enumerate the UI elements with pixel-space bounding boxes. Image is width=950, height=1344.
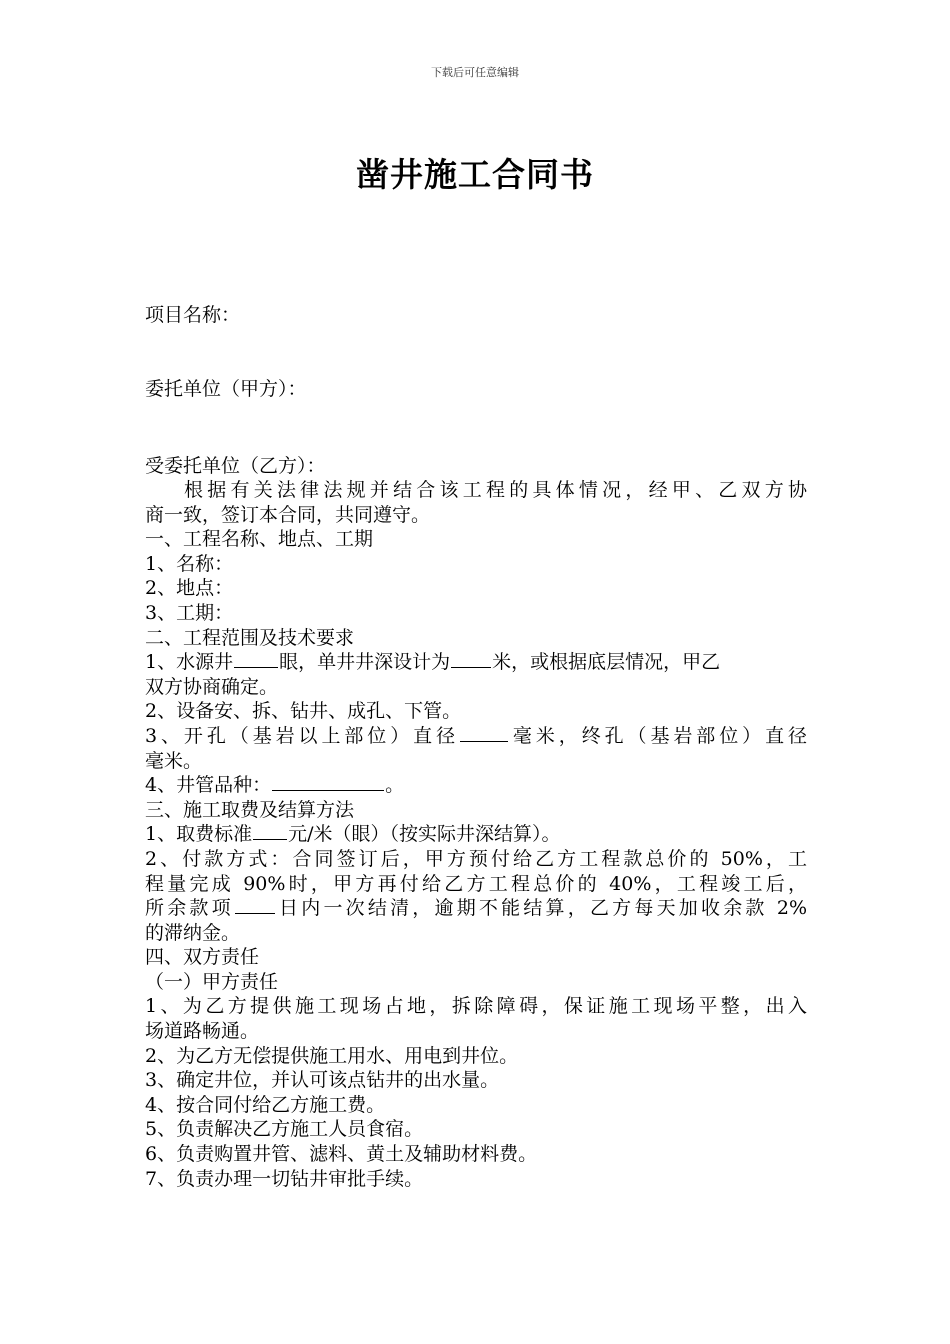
blank-fee-rate xyxy=(253,822,287,840)
section-2-heading: 二、工程范围及技术要求 xyxy=(145,626,355,649)
document-title: 凿井施工合同书 xyxy=(356,155,594,194)
blank-well-count xyxy=(234,650,278,668)
section-2-item-3-line-2: 毫米。 xyxy=(145,749,203,772)
section-3-item-2-line-3 xyxy=(145,896,807,921)
text-fragment: 所余款项 xyxy=(145,897,234,920)
section-4-item-7: 7、负责办理一切钻井审批手续。 xyxy=(145,1167,424,1190)
section-2-item-1-line-2: 双方协商确定。 xyxy=(145,675,279,698)
section-3-item-1 xyxy=(145,822,807,847)
party-b-label: 受委托单位（乙方）： xyxy=(145,455,326,477)
text-fragment: 3、开孔（基岩以上部位）直径 xyxy=(145,724,459,747)
section-4-item-2: 2、为乙方无偿提供施工用水、用电到井位。 xyxy=(145,1044,519,1067)
party-a-label: 委托单位（甲方）： xyxy=(145,378,307,400)
text-fragment: 日内一次结清，逾期不能结算，乙方每天加收余款 2% xyxy=(275,897,807,920)
section-2-item-4 xyxy=(145,773,807,798)
blank-well-depth xyxy=(451,650,491,668)
section-4-item-4: 4、按合同付给乙方施工费。 xyxy=(145,1093,386,1116)
text-fragment: 元/米（眼）（按实际井深结算）。 xyxy=(288,823,561,846)
section-4-item-6: 6、负责购置井管、滤料、黄土及辅助材料费。 xyxy=(145,1143,538,1166)
text-fragment: 眼，单井井深设计为 xyxy=(279,651,451,674)
section-4-heading: 四、双方责任 xyxy=(145,946,260,969)
section-2-item-3-line-1 xyxy=(145,724,807,749)
section-3-item-2-line-2: 程量完成 90%时，甲方再付给乙方工程总价的 40%，工程竣工后， xyxy=(145,872,807,895)
blank-opening-diameter xyxy=(460,724,508,742)
blank-pipe-type xyxy=(272,773,384,791)
text-fragment: 。 xyxy=(385,774,405,797)
intro-line-2: 商一致，签订本合同，共同遵守。 xyxy=(145,503,431,526)
section-1-heading: 一、工程名称、地点、工期 xyxy=(145,528,374,551)
section-1-item-3: 3、工期： xyxy=(145,601,234,624)
text-fragment: 米，或根据底层情况，甲乙 xyxy=(492,651,721,674)
blank-settlement-days xyxy=(235,896,275,914)
contract-body xyxy=(145,478,807,1191)
section-1-item-1: 1、名称： xyxy=(145,552,234,575)
text-fragment: 1、取费标准 xyxy=(145,823,253,846)
section-1-item-2: 2、地点： xyxy=(145,577,234,600)
section-4-sub-heading: （一）甲方责任 xyxy=(145,970,279,993)
project-name-label: 项目名称： xyxy=(145,304,241,326)
text-fragment: 毫米，终孔（基岩部位）直径 xyxy=(509,724,807,747)
section-4-item-1-line-2: 场道路畅通。 xyxy=(145,1020,260,1043)
section-4-item-1-line-1: 1、为乙方提供施工现场占地，拆除障碍，保证施工现场平整，出入 xyxy=(145,995,807,1018)
text-fragment: 4、井管品种： xyxy=(145,774,272,797)
section-4-item-3: 3、确定井位，并认可该点钻井的出水量。 xyxy=(145,1069,500,1092)
section-3-item-2-line-1: 2、付款方式：合同签订后，甲方预付给乙方工程款总价的 50%，工 xyxy=(145,847,807,870)
section-2-item-1-line-1 xyxy=(145,650,807,675)
section-3-item-2-line-4: 的滞纳金。 xyxy=(145,921,241,944)
section-4-item-5: 5、负责解决乙方施工人员食宿。 xyxy=(145,1118,424,1141)
section-3-heading: 三、施工取费及结算方法 xyxy=(145,798,355,821)
section-2-item-2: 2、设备安、拆、钻井、成孔、下管。 xyxy=(145,700,462,723)
header-note: 下载后可任意编辑 xyxy=(431,66,519,79)
text-fragment: 1、水源井 xyxy=(145,651,234,674)
intro-line-1: 根据有关法律法规并结合该工程的具体情况，经甲、乙双方协 xyxy=(184,479,807,501)
